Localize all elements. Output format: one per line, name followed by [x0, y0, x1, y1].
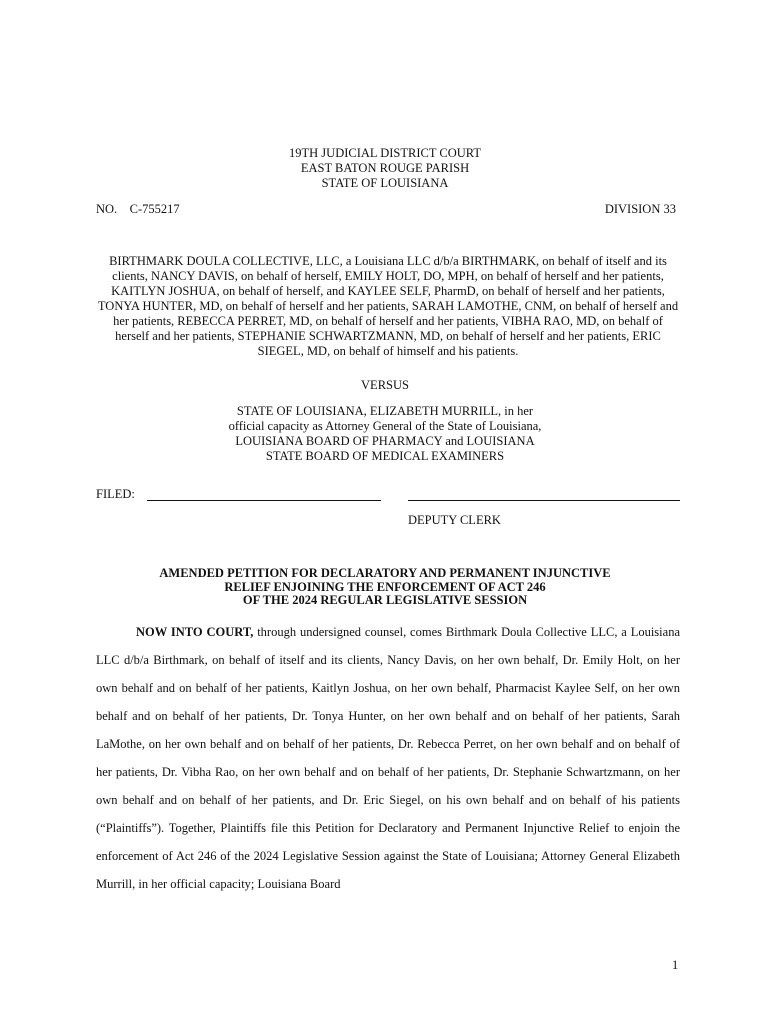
defendants-line: STATE OF LOUISIANA, ELIZABETH MURRILL, in her	[236, 404, 534, 418]
defendants-line: STATE BOARD OF MEDICAL EXAMINERS	[265, 449, 505, 463]
filed-date-line	[147, 500, 381, 501]
defendants-caption	[0, 404, 770, 464]
defendants-line: LOUISIANA BOARD OF PHARMACY and LOUISIANA	[235, 434, 535, 448]
document-title-line: RELIEF ENJOINING THE ENFORCEMENT OF ACT 246	[224, 579, 546, 594]
versus-label: VERSUS	[361, 378, 409, 392]
case-number: NO. C-755217	[96, 202, 180, 216]
filed-label: FILED:	[96, 487, 135, 501]
document-title	[0, 567, 770, 608]
court-header	[0, 146, 770, 191]
lead-in-text: NOW INTO COURT,	[136, 625, 254, 639]
document-title-line: OF THE 2024 REGULAR LEGISLATIVE SESSION	[242, 593, 528, 607]
page-number: 1	[672, 958, 679, 972]
deputy-clerk-label: DEPUTY CLERK	[408, 513, 501, 527]
clerk-signature-line	[408, 500, 680, 501]
parish-name: EAST BATON ROUGE PARISH	[300, 161, 470, 175]
defendants-line: official capacity as Attorney General of the State of Louisiana,	[228, 419, 542, 433]
division-number: DIVISION 33	[604, 202, 676, 216]
state-name: STATE OF LOUISIANA	[321, 176, 449, 190]
document-title-line: AMENDED PETITION FOR DECLARATORY AND PERMANENT INJUNCTIVE	[159, 566, 611, 580]
plaintiffs-caption: BIRTHMARK DOULA COLLECTIVE, LLC, a Louisiana LLC d/b/a BIRTHMARK, on behalf of itself and its clients, NANCY DAVIS, on behalf of herself, EMILY HOLT, DO, MPH, on behalf of herself and her patients, KAITLYN JOSHUA, on behalf of herself, and KAYLEE SELF, PharmD, on behalf of herself and her patients, TONYA HUNTER, MD, on behalf of herself and her patients, SARAH LAMOTHE, CNM, on behalf of herself and her patients, REBECCA PERRET, MD, on behalf of herself and her patients, VIBHA RAO, MD, on behalf of herself and her patients, STEPHANIE SCHWARTZMANN, MD, on behalf of herself and her patients, ERIC SIEGEL, MD, on behalf of himself and his patients.	[97, 254, 679, 358]
court-name: 19TH JUDICIAL DISTRICT COURT	[289, 146, 481, 160]
petition-body	[96, 618, 680, 928]
body-paragraph: through undersigned counsel, comes Birthmark Doula Collective LLC, a Louisiana LLC d/b/a Birthmark, on behalf of itself and its clients, Nancy Davis, on her own behalf, Dr. Emily Holt, on her own behalf and on behalf of her patients, Kaitlyn Joshua, on her own behalf, Pharmacist Kaylee Self, on her own behalf and on behalf of her patients, Dr. Tonya Hunter, on her own behalf and on behalf of her patients, Sarah LaMothe, on her own behalf and on behalf of her patients, Dr. Rebecca Perret, on her own behalf and on behalf of her patients, Dr. Vibha Rao, on her own behalf and on behalf of her patients, Dr. Stephanie Schwartzmann, on her own behalf and on behalf of her patients, and Dr. Eric Siegel, on his own behalf and on behalf of his patients (“Plaintiffs”). Together, Plaintiffs file this Petition for Declaratory and Permanent Injunctive Relief to enjoin the enforcement of Act 246 of the 2024 Legislative Session against the State of Louisiana; Attorney General Elizabeth Murrill, in her official capacity; Louisiana Board	[96, 625, 680, 891]
